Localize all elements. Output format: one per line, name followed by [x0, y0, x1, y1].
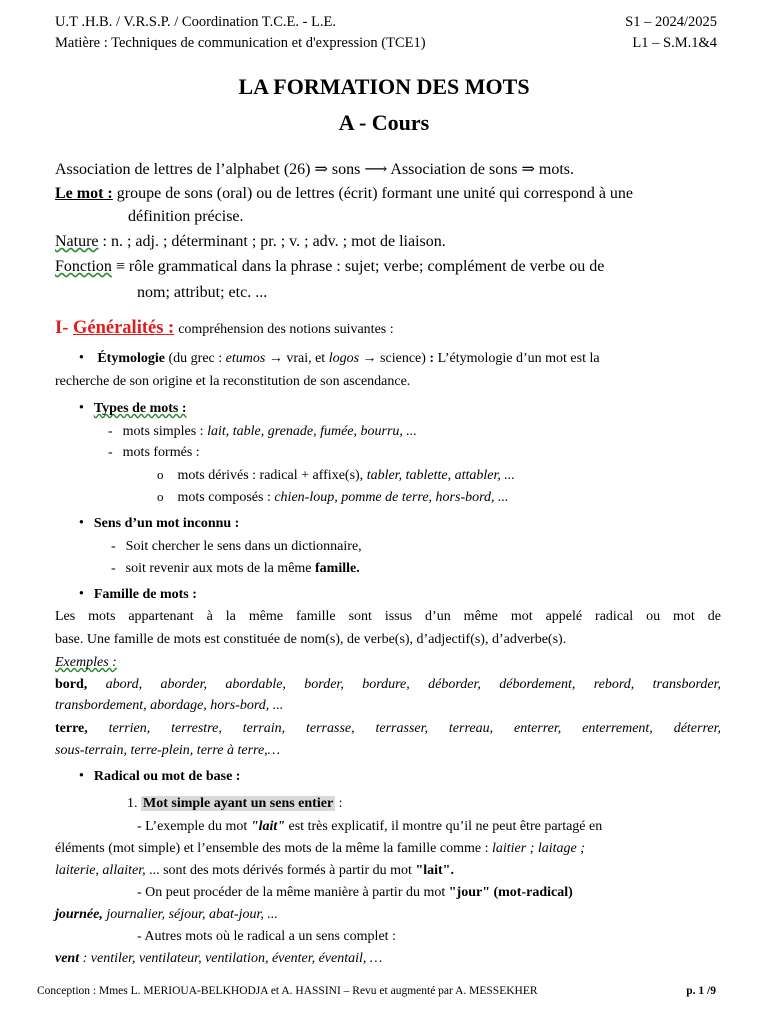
- famille-exemples: [55, 655, 117, 671]
- header-course: Matière : Techniques de communication et d'expression (TCE1): [55, 35, 426, 51]
- page-number: p. 1 /9: [686, 985, 716, 997]
- radical-l4-a: - On peut procéder de la même manière à partir du mot: [137, 885, 446, 900]
- types-simple: - mots simples : lait, table, grenade, fumée, bourru, ...: [108, 424, 417, 439]
- types-label: Types de mots :: [93, 401, 187, 416]
- radical-l2: [55, 841, 585, 857]
- radical-l4-b: "jour" (mot-radical): [448, 885, 573, 900]
- etymologie-logos: logos: [328, 351, 360, 366]
- etymologie-label: Étymologie: [97, 351, 165, 366]
- fonction-text-2: nom; attribut; etc. ...: [137, 284, 268, 301]
- radical-sub-colon: :: [338, 796, 343, 811]
- radical-l6: - Autres mots où le radical a un sens complet :: [137, 929, 396, 944]
- etymologie-p3: → science): [362, 351, 426, 366]
- famille-p2: base. Une famille de mots est constituée de nom(s), de verbe(s), d’adjectif(s), d’adverbe(s).: [55, 632, 567, 647]
- radical-l7-a: vent: [55, 951, 80, 966]
- footer-credit: Conception : Mmes L. MERIOUA-BELKHODJA et A. HASSINI – Revu et augmenté par A. MESSEKHER: [37, 985, 538, 997]
- etymologie-rest-1: L’étymologie d’un mot est la: [437, 351, 600, 366]
- page-subtitle: A - Cours: [338, 110, 430, 135]
- etymologie-p1: (du grec :: [168, 351, 223, 366]
- radical-l3-a: laiterie, allaiter,: [55, 863, 146, 878]
- types-heading: [79, 401, 187, 417]
- header-level: L1 – S.M.1&4: [632, 35, 717, 51]
- mot-text-2: définition précise.: [128, 208, 244, 225]
- famille-ex2-words: terrien, terrestre, terrain, terrasse, terrasser, terreau, enterrer, enterrement, déterrer,: [108, 721, 721, 736]
- radical-label: Radical ou mot de base :: [93, 769, 241, 784]
- famille-label: Famille de mots :: [93, 587, 197, 602]
- famille-ex2-line1: [55, 721, 721, 737]
- nature-text: : n. ; adj. ; déterminant ; pr. ; v. ; adv. ; mot de liaison.: [102, 233, 446, 250]
- famille-ex1-line2: transbordement, abordage, hors-bord, ...: [55, 698, 284, 713]
- radical-l3-b: ... sont des mots dérivés formés à partir du mot: [149, 863, 412, 878]
- etymologie-item: [79, 351, 600, 367]
- header-semester: S1 – 2024/2025: [625, 14, 717, 30]
- page-title: LA FORMATION DES MOTS: [238, 74, 530, 99]
- sens-item-2-bold: famille.: [315, 561, 360, 576]
- sens-item-1-text: Soit chercher le sens dans un dictionnaire,: [125, 539, 362, 554]
- radical-l1-a: - L’exemple du mot: [137, 819, 248, 834]
- types-derives-examples: tabler, tablette, attabler, ...: [366, 468, 515, 483]
- etymologie-p2: → vrai, et: [268, 351, 326, 366]
- radical-l3: [55, 863, 454, 879]
- radical-l1: [137, 819, 602, 835]
- radical-l2-b: laitier ; laitage ;: [491, 841, 585, 856]
- sens-heading: [79, 516, 239, 532]
- mot-label: Le mot :: [55, 185, 113, 202]
- famille-ex1-words: abord, aborder, abordable, border, bordure, déborder, débordement, rebord, transborder,: [105, 677, 721, 692]
- radical-l4: [137, 885, 573, 901]
- radical-sub: [127, 796, 343, 812]
- sens-item-2-text: soit revenir aux mots de la même: [125, 561, 312, 576]
- radical-l1-c: est très explicatif, il montre qu’il ne peut être partagé en: [288, 819, 603, 834]
- types-formes: - mots formés :: [108, 445, 200, 460]
- intro-association: Association de lettres de l’alphabet (26) ⇒ sons ⟶ Association de sons ⇒ mots.: [55, 161, 575, 178]
- famille-ex2-head: terre,: [55, 721, 88, 736]
- section-heading: I- Généralités :: [55, 318, 175, 338]
- header-institution: U.T .H.B. / V.R.S.P. / Coordination T.C.E. - L.E.: [55, 14, 337, 30]
- famille-exemples-label: Exemples :: [55, 655, 117, 670]
- radical-l5-b: journalier, séjour, abat-jour, ...: [106, 907, 278, 922]
- types-simple-examples: lait, table, grenade, fumée, bourru, ...: [207, 424, 417, 439]
- mot-definition: [55, 185, 633, 203]
- section-generalites: [55, 318, 394, 339]
- radical-l7: [55, 951, 382, 967]
- nature-line: [55, 233, 446, 251]
- fonction-line: [55, 258, 604, 276]
- etymologie-rest-2: recherche de son origine et la reconstitution de son ascendance.: [55, 374, 411, 389]
- types-composes: o mots composés : chien-loup, pomme de terre, hors-bord, ...: [157, 489, 509, 505]
- sens-item-1: - Soit chercher le sens dans un dictionnaire,: [111, 539, 362, 554]
- types-composes-label: mots composés :: [177, 490, 271, 505]
- famille-ex1-line1: [55, 677, 721, 693]
- mot-text-1: groupe de sons (oral) ou de lettres (écrit) formant une unité qui correspond à une: [116, 185, 634, 202]
- radical-heading: [79, 769, 240, 785]
- radical-l3-c: "lait".: [415, 863, 454, 878]
- radical-l7-b: : ventiler, ventilateur, ventilation, éventer, éventail, …: [82, 951, 383, 966]
- types-derives-label: mots dérivés : radical + affixe(s),: [177, 468, 364, 483]
- radical-l2-a: éléments (mot simple) et l’ensemble des mots de la même la famille comme :: [55, 841, 489, 856]
- types-composes-examples: chien-loup, pomme de terre, hors-bord, ...: [274, 490, 509, 505]
- types-formes-label: mots formés :: [122, 445, 200, 460]
- famille-p1: Les mots appartenant à la même famille sont issus d’un même mot appelé radical ou mot de: [55, 609, 721, 624]
- types-derives: o mots dérivés : radical + affixe(s), tabler, tablette, attabler, ...: [157, 467, 515, 483]
- radical-l5: [55, 907, 278, 923]
- nature-label: Nature: [55, 233, 99, 250]
- section-heading-rest: compréhension des notions suivantes :: [178, 322, 394, 337]
- fonction-text-1: ≡ rôle grammatical dans la phrase : sujet; verbe; complément de verbe ou de: [115, 258, 605, 275]
- types-simple-label: mots simples :: [122, 424, 204, 439]
- sens-label: Sens d’un mot inconnu :: [93, 516, 240, 531]
- section-heading-text: Généralités :: [73, 318, 175, 338]
- etymologie-colon: :: [429, 351, 435, 366]
- radical-sub-heading: Mot simple ayant un sens entier: [143, 796, 334, 811]
- fonction-label: Fonction: [55, 258, 112, 275]
- sens-item-2: - soit revenir aux mots de la même famille.: [111, 561, 360, 576]
- famille-ex1-head: bord,: [55, 677, 88, 692]
- radical-l5-a: journée,: [55, 907, 103, 922]
- radical-sub-number: 1.: [127, 796, 138, 811]
- famille-ex2-line2: sous-terrain, terre-plein, terre à terre,…: [55, 743, 281, 758]
- radical-l1-lait: "lait": [250, 819, 286, 834]
- famille-heading: [79, 587, 197, 603]
- etymologie-etumos: etumos: [225, 351, 266, 366]
